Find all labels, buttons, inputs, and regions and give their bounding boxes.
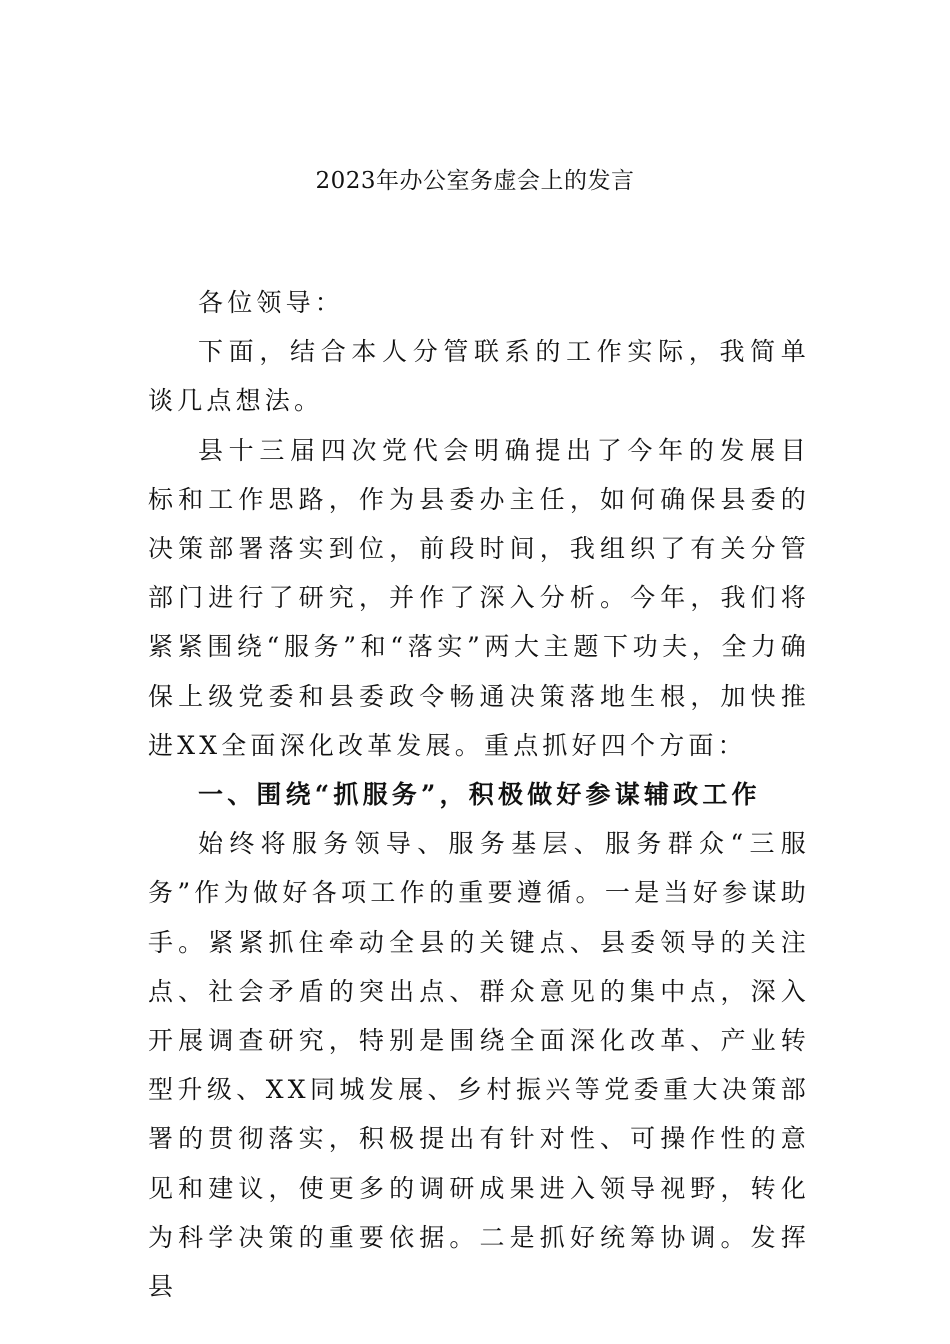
document-body <box>148 278 810 1311</box>
section-heading: 一、围绕“抓服务”，积极做好参谋辅政工作 <box>198 780 761 810</box>
context-paragraph: 县十三届四次党代会明确提出了今年的发展目标和工作思路，作为县委办主任，如何确保县委的决策部署落实到位，前段时间，我组织了有关分管部门进行了研究，并作了深入分析。今年，我们将紧紧围绕“服务”和“落实”两大主题下功夫，全力确保上级党委和县委政令畅通决策落地生根，加快推进XX全面深化改革发展。重点抓好四个方面： <box>148 435 810 760</box>
document-title: 2023年办公室务虚会上的发言 <box>315 168 635 194</box>
salutation-paragraph: 各位领导： <box>198 288 345 317</box>
intro-paragraph: 下面，结合本人分管联系的工作实际，我简单谈几点想法。 <box>148 337 810 416</box>
section-paragraph: 始终将服务领导、服务基层、服务群众“三服务”作为做好各项工作的重要遵循。一是当好参谋助手。紧紧抓住牵动全县的关键点、县委领导的关注点、社会矛盾的突出点、群众意见的集中点，深入开展调查研究，特别是围绕全面深化改革、产业转型升级、XX同城发展、乡村振兴等党委重大决策部署的贯彻落实，积极提出有针对性、可操作性的意见和建议，使更多的调研成果进入领导视野，转化为科学决策的重要依据。二是抓好统筹协调。发挥县 <box>148 829 810 1302</box>
